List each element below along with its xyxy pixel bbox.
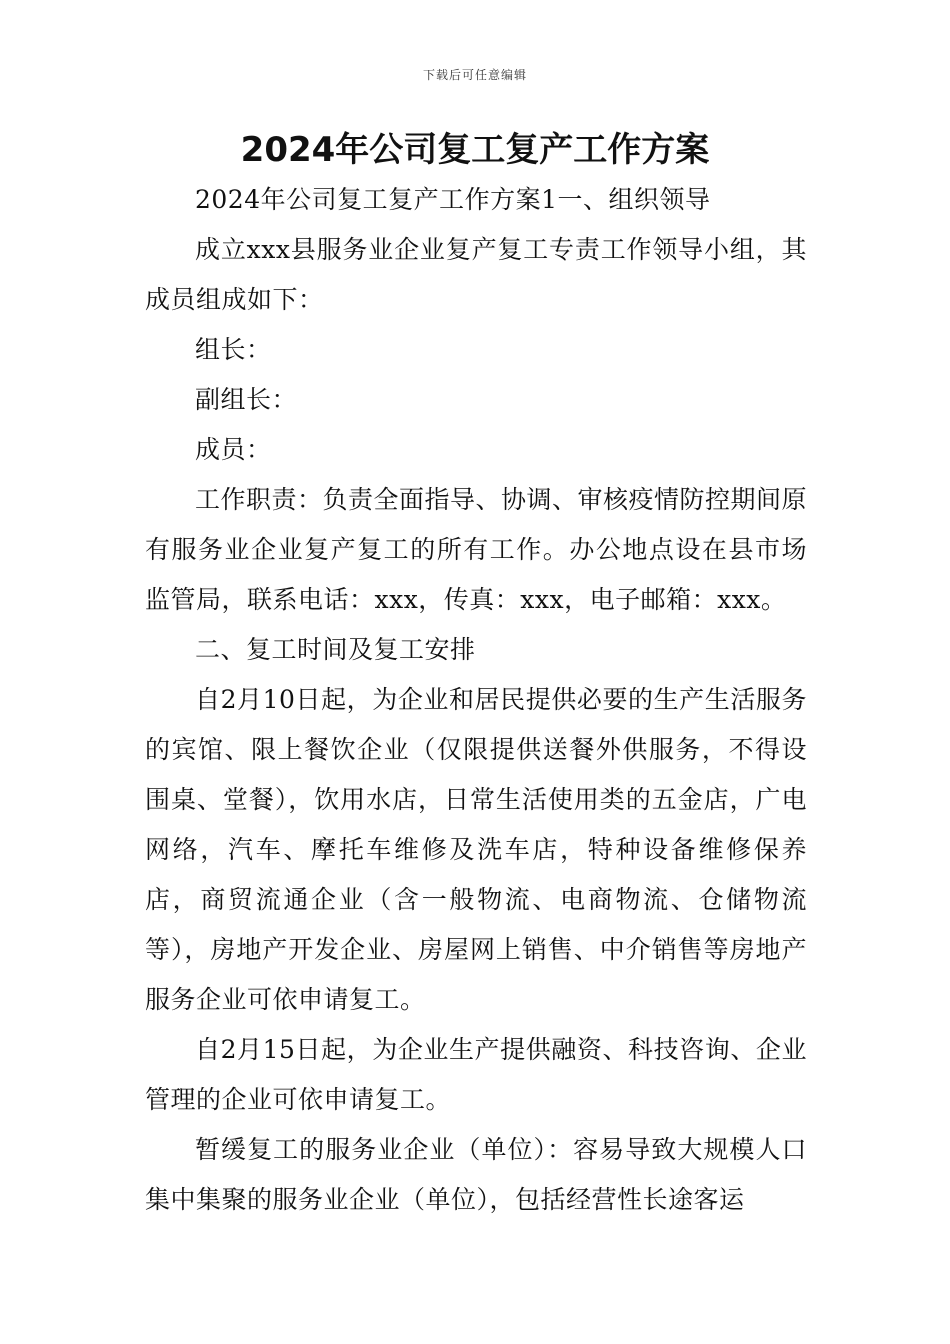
section-heading-schedule: 二、复工时间及复工安排 bbox=[195, 635, 476, 664]
paragraph-postponed: 暂缓复工的服务业企业（单位）：容易导致大规模人口集中集聚的服务业企业（单位），包括经营性长途客运 bbox=[145, 1135, 807, 1214]
paragraph-feb15: 自2月15日起，为企业生产提供融资、科技咨询、企业管理的企业可依申请复工。 bbox=[145, 1035, 807, 1114]
paragraph-members: 成员： bbox=[195, 435, 272, 464]
paragraph-duties: 工作职责：负责全面指导、协调、审核疫情防控期间原有服务业企业复产复工的所有工作。办公地点设在县市场监管局，联系电话：xxx，传真：xxx，电子邮箱：xxx。 bbox=[145, 485, 808, 614]
paragraph-intro: 2024年公司复工复产工作方案1一、组织领导 bbox=[195, 185, 711, 214]
document-body bbox=[145, 175, 807, 1225]
paragraph-feb10: 自2月10日起，为企业和居民提供必要的生产生活服务的宾馆、限上餐饮企业（仅限提供送餐外供服务，不得设围桌、堂餐），饮用水店，日常生活使用类的五金店，广电网络，汽车、摩托车维修及洗车店，特种设备维修保养店，商贸流通企业（含一般物流、电商物流、仓储物流等），房地产开发企业、房屋网上销售、中介销售等房地产服务企业可依申请复工。 bbox=[145, 685, 807, 1014]
header-note: 下载后可任意编辑 bbox=[422, 68, 527, 82]
paragraph-deputy-leader: 副组长： bbox=[195, 385, 298, 414]
paragraph-leadership-group: 成立xxx县服务业企业复产复工专责工作领导小组，其成员组成如下： bbox=[145, 235, 807, 314]
paragraph-group-leader: 组长： bbox=[195, 335, 272, 364]
document-title: 2024年公司复工复产工作方案 bbox=[240, 130, 710, 170]
